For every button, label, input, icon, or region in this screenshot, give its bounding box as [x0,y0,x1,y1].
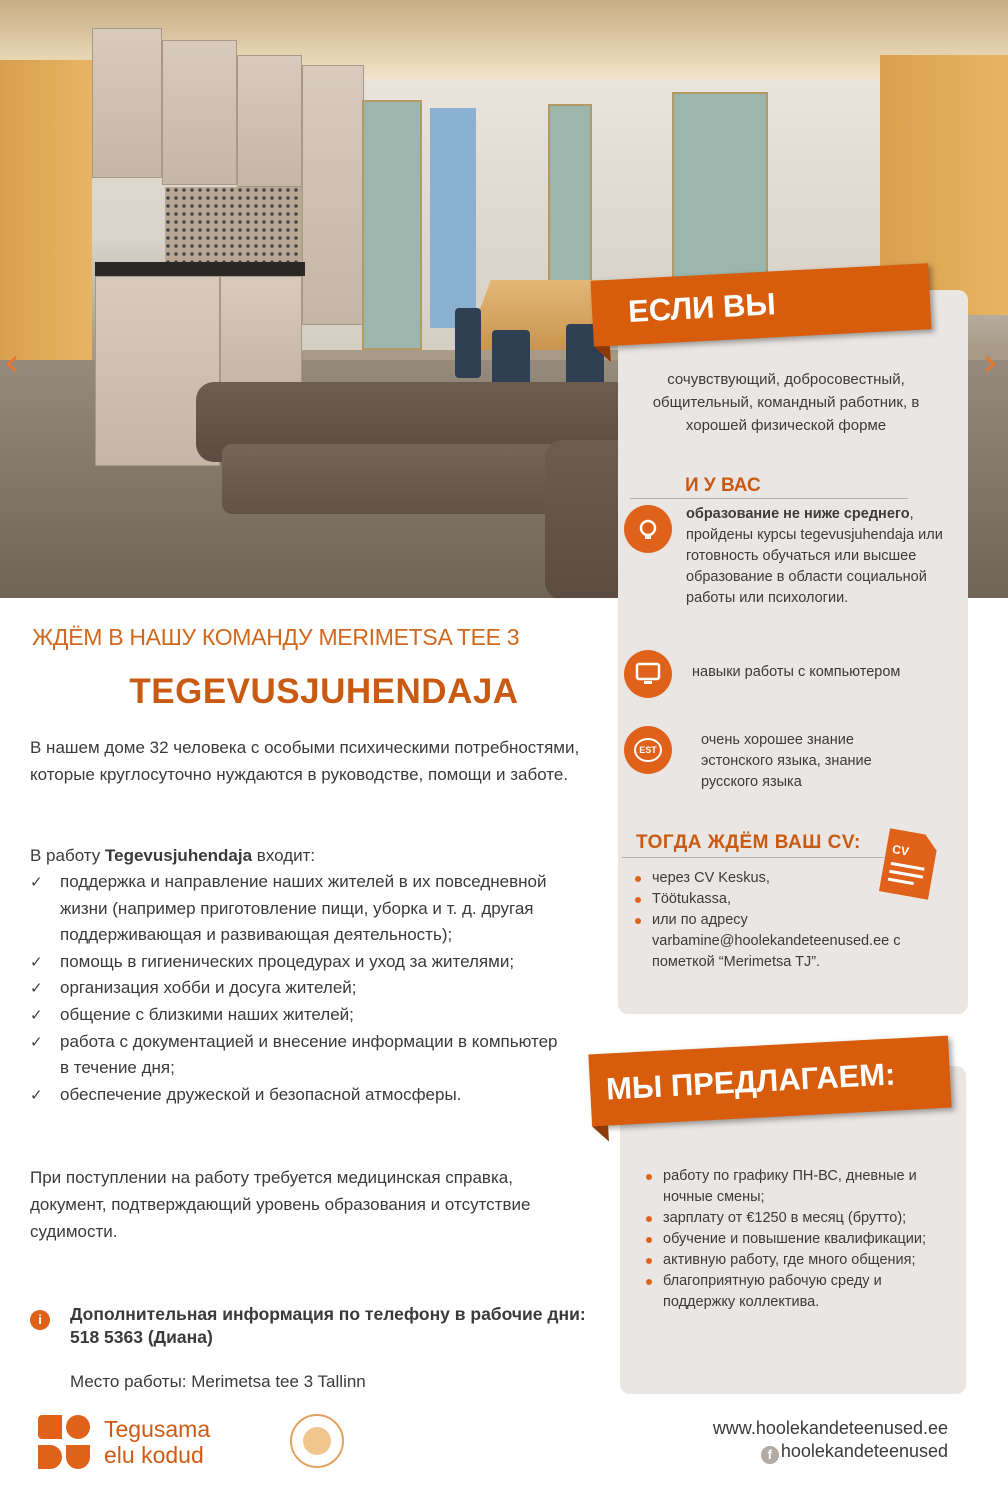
offer-list [643,1166,955,1313]
cv-channels-list [632,868,922,973]
language-icon-label: EST [634,738,662,762]
page-subtitle: ЖДЁМ В НАШУ КОМАНДУ MERIMETSA TEE 3 [32,624,520,650]
logo-line-2: elu kodud [104,1442,204,1468]
list-item: ✓ работа с документацией и внесение информации в компьютер в течение дня; [30,1029,570,1082]
website-link[interactable]: www.hoolekandeteenused.ee [712,1418,948,1438]
intro-paragraph: В нашем доме 32 человека с особыми психическими потребностями, которые круглосуточно нуждаются в руководстве, помощи и заботе. [30,738,580,784]
education-requirement-bold: образование не ниже среднего [686,506,910,522]
facebook-icon: f [761,1446,779,1464]
if-you-banner-text: ЕСЛИ ВЫ [627,286,777,329]
logo-text [104,1416,210,1468]
chevron-left-icon[interactable]: ‹ [4,340,20,386]
list-item: обучение и повышение квалификации; [643,1229,955,1250]
seal-icon [290,1414,344,1468]
language-icon [624,726,672,774]
divider [622,857,884,858]
education-icon [624,505,672,553]
duties-role: Tegevusjuhendaja [105,846,253,865]
workplace-text: Место работы: Merimetsa tee 3 Tallinn [70,1372,366,1391]
photo-green-door [672,92,768,297]
offer-banner-text: МЫ ПРЕДЛАГАЕМ: [605,1056,897,1107]
list-item: работу по графику ПН-ВС, дневные и ночные смены; [643,1166,955,1208]
photo-cabinet [220,276,302,386]
photo-cabinet [237,55,302,187]
duties-heading [30,842,590,869]
list-item: Töötukassa, [632,889,922,910]
photo-wooden-door [0,60,92,360]
photo-blue-door [430,108,476,328]
requirements-note: При поступлении на работу требуется медицинская справка, документ, подтверждающий уровень образования и отсутствие судимости. [30,1168,531,1241]
contact-info: Дополнительная информация по телефону в рабочие дни: 518 5363 (Диана) [70,1304,586,1347]
duties-prefix: В работу [30,846,105,865]
photo-cabinet [92,28,162,178]
cv-icon-label: CV [891,841,911,859]
photo-cabinet [162,40,237,185]
info-icon: i [30,1310,50,1330]
photo-mosaic-backsplash [165,187,302,265]
photo-cabinet [302,65,364,325]
photo-green-door [548,104,592,304]
facebook-link[interactable] [761,1441,948,1464]
photo-countertop [95,262,305,276]
list-item: активную работу, где много общения; [643,1250,955,1271]
list-item: зарплату от €1250 в месяц (брутто); [643,1208,955,1229]
list-item: ✓ общение с близкими наших жителей; [30,1002,570,1029]
list-item: ✓ обеспечение дружеской и безопасной атмосферы. [30,1082,570,1109]
list-item: ✓ поддержка и направление наших жителей в их повседневной жизни (например приготовление пищи, уборка и т. д. другая поддерживающая и развивающая деятельность); [30,869,570,949]
cv-heading: ТОГДА ЖДЁМ ВАШ CV: [636,832,861,853]
logo-icon [38,1415,94,1471]
job-title: TEGEVUSJUHENDAJA [129,672,519,711]
duties-suffix: входит: [252,846,316,865]
language-skills-text: очень хорошее знание эстонского языка, знание русского языка [701,732,872,790]
list-item: ✓ организация хобби и досуга жителей; [30,975,570,1002]
divider [630,498,908,499]
chevron-right-icon[interactable]: › [982,340,998,386]
list-item: ✓ помощь в гигиенических процедурах и уход за жителями; [30,949,570,976]
and-you-have-heading: И У ВАС [685,475,761,496]
logo-line-1: Tegusama [104,1416,211,1442]
computer-skills-text: навыки работы с компьютером [692,664,901,680]
list-item: через CV Keskus, [632,868,922,889]
photo-green-door [362,100,422,350]
qualities-text: сочувствующий, добросовестный, общительный, командный работник, в хорошей физической форме [652,371,920,434]
list-item: благоприятную рабочую среду и поддержку коллектива. [643,1271,955,1313]
photo-chair [455,308,481,378]
list-item: или по адресу varbamine@hoolekandeteenused.ee с пометкой “Merimetsa TJ”. [632,910,922,973]
duties-list [30,869,570,1108]
education-requirement-text: , пройдены курсы tegevusjuhendaja или готовность обучаться или высшее образование в области социальной работы или психологии. [686,506,943,606]
facebook-handle: hoolekandeteenused [780,1441,948,1461]
education-requirement [686,504,956,609]
